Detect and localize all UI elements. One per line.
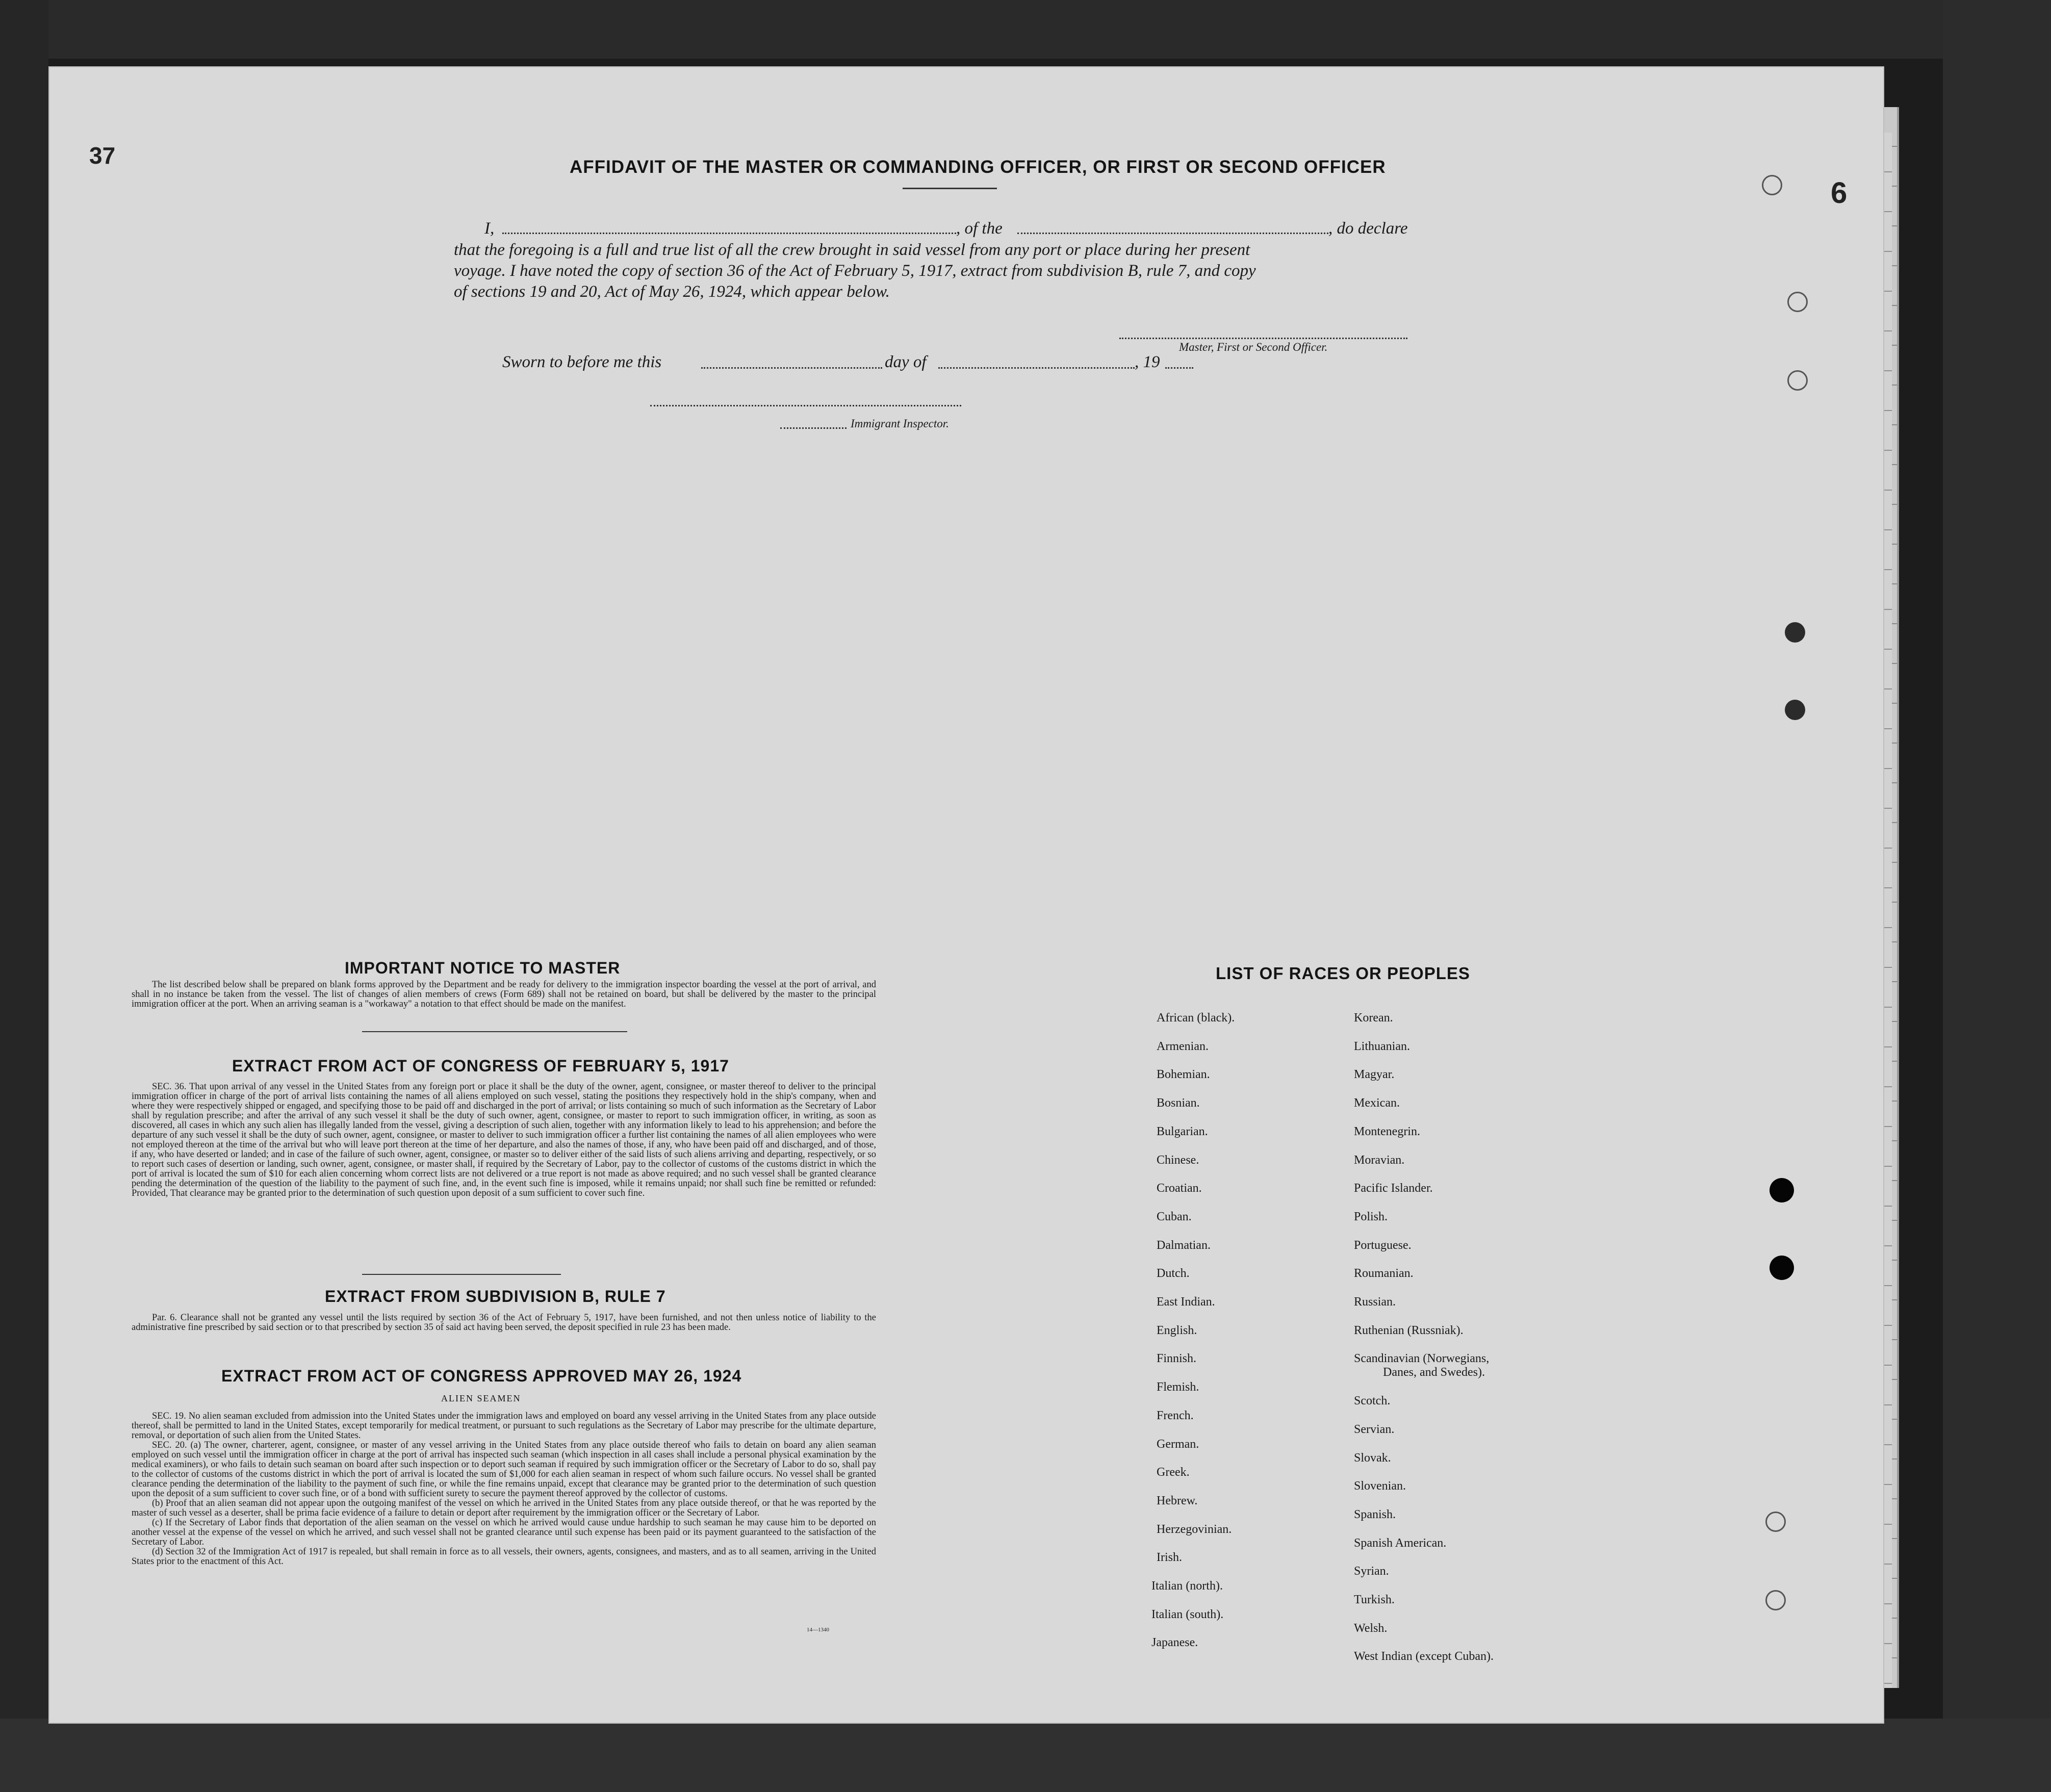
race-item: Mexican.	[1354, 1096, 1400, 1110]
race-item: German.	[1157, 1437, 1199, 1451]
form-number: 14—1340	[807, 1627, 829, 1633]
race-item: West Indian (except Cuban).	[1354, 1650, 1494, 1663]
race-item: Danes, and Swedes).	[1383, 1366, 1485, 1379]
race-item: English.	[1157, 1323, 1197, 1337]
binder-hole	[1770, 1256, 1794, 1280]
scan-border-top	[0, 0, 2051, 59]
race-item: Greek.	[1157, 1466, 1190, 1479]
year-blank	[1165, 367, 1193, 369]
binder-hole	[1787, 370, 1808, 391]
extract-1917-title: EXTRACT FROM ACT OF CONGRESS OF FEBRUARY 5, 1917	[232, 1057, 729, 1075]
section-20d-paragraph: (d) Section 32 of the Immigration Act of 1917 is repealed, but shall remain in force as to all vessels, their owners, agents, consignees, and masters, and as to all seamen, arriving in the United States prior to the enactment of this Act.	[132, 1547, 876, 1567]
race-item: Lithuanian.	[1354, 1039, 1410, 1053]
affidavit-line1-i: I,	[484, 219, 495, 238]
race-item: Italian (south).	[1151, 1607, 1224, 1621]
vessel-blank	[1017, 233, 1328, 234]
page-number: 6	[1831, 176, 1848, 210]
binder-hole	[1787, 292, 1808, 312]
race-item: Scotch.	[1354, 1394, 1391, 1408]
master-signature-blank	[1119, 338, 1407, 339]
month-blank	[938, 367, 1135, 369]
day-blank	[701, 367, 882, 369]
race-item: Russian.	[1354, 1295, 1396, 1309]
extract-1917-body	[132, 1082, 876, 1198]
affidavit-line4: of sections 19 and 20, Act of May 26, 1924, which appear below.	[454, 283, 890, 301]
master-caption: Master, First or Second Officer.	[1179, 341, 1328, 353]
race-item: Slovenian.	[1354, 1479, 1406, 1493]
extract-rule7-title: EXTRACT FROM SUBDIVISION B, RULE 7	[325, 1287, 666, 1305]
race-item: Croatian.	[1157, 1182, 1202, 1195]
race-item: Finnish.	[1157, 1352, 1197, 1366]
race-item: Pacific Islander.	[1354, 1182, 1433, 1195]
section-36-paragraph: SEC. 36. That upon arrival of any vessel in the United States from any foreign port or place it shall be the duty of the owner, agent, consignee, or master thereof to deliver to the principal immigration officer in charge of the port of arrival lists containing the names of all aliens employed on such vessel, stating the positions they respectively hold in the ship's company, when and where they were respectively shipped or engaged, and specifying those to be paid off and discharged in the port of arrival; or lists containing so much of such information as the Secretary of Labor shall by regulation prescribe; and after the arrival of any such vessel it shall be the duty of such owner, agent, consignee, or master to report to such immigration officer, in writing, as soon as discovered, all cases in which any such alien has illegally landed from the vessel, giving a description of such alien, together with any information likely to lead to his apprehension; and before the departure of any such vessel it shall be the duty of such owner, agent, consignee, or master to deliver to such immigration officer a further list containing the names of all alien employees who were not employed thereon at the time of the arrival but who will leave port thereon at the time of her departure, and also the names of those, if any, who have been paid off and discharged, and of those, if any, who have deserted or landed; and in case of the failure of such owner, agent, consignee, or master so to deliver either of the said lists of such aliens arriving and departing, respectively, or so to report such cases of desertion or landing, such owner, agent, consignee, or master shall, if required by the Secretary of Labor, pay to the collector of customs of the customs district in which the port of arrival is located the sum of $10 for each alien concerning whom correct lists are not delivered or a true report is not made as above required; and no such vessel shall be granted clearance pending the determination of the question of the liability to the payment of such fine, and, in the event such fine is imposed, while it remains unpaid; nor shall such fine be remitted or refunded: Provided, That clearance may be granted prior to the determination of such question upon deposit of a sum sufficient to cover such fine.	[132, 1082, 876, 1198]
section-20a-paragraph: SEC. 20. (a) The owner, charterer, agent, consignee, or master of any vessel arriving in the United States from any place outside thereof who fails to detain on board any alien seaman employed on such vessel until the immigration officer in charge at the port of arrival has inspected such seaman (which inspection in all cases shall include a personal physical examination by the medical examiners), or who fails to detain such seaman on board after such inspection or to deport such seaman if required by such immigration officer or the Secretary of Labor to do so, shall pay to the collector of customs of the customs district in which the port of arrival is located the sum of $1,000 for each alien seaman in respect of whom such failure occurs. No vessel shall be granted clearance pending the determination of the liability to the payment of such fine, or while the fine remains unpaid, except that clearance may be granted prior to the determination of such question upon the deposit of a sum sufficient to cover such fine, or of a bond with sufficient surety to secure the payment thereof approved by the collector of customs.	[132, 1440, 876, 1499]
extract-rule7-body	[132, 1313, 876, 1333]
affidavit-line3: voyage. I have noted the copy of section 36 of the Act of February 5, 1917, extract from subdivision B, rule 7, and copy	[454, 262, 1256, 280]
race-item: Moravian.	[1354, 1153, 1405, 1167]
binder-hole	[1762, 175, 1782, 195]
race-item: Magyar.	[1354, 1068, 1395, 1082]
affidavit-title: AFFIDAVIT OF THE MASTER OR COMMANDING OFFICER, OR FIRST OR SECOND OFFICER	[570, 157, 1386, 177]
race-item: Flemish.	[1157, 1380, 1199, 1394]
binder-hole	[1785, 700, 1805, 720]
race-item: African (black).	[1157, 1011, 1235, 1025]
affidavit-line1-declare: , do declare	[1328, 219, 1408, 238]
year-text: , 19	[1135, 353, 1160, 371]
race-item: Roumanian.	[1354, 1267, 1414, 1281]
race-item: Bosnian.	[1157, 1096, 1200, 1110]
corner-mark: 37	[89, 142, 116, 169]
scan-border-right	[1943, 0, 2051, 1792]
race-item: Herzegovinian.	[1157, 1522, 1232, 1536]
sworn-text: Sworn to before me this	[502, 353, 662, 371]
race-item: Italian (north).	[1151, 1579, 1223, 1593]
title-rule	[903, 188, 997, 189]
affidavit-line2: that the foregoing is a full and true list of all the crew brought in said vessel from any port or place during her present	[454, 241, 1250, 259]
binder-hole	[1785, 622, 1805, 643]
race-item: French.	[1157, 1409, 1194, 1422]
race-item: Servian.	[1354, 1422, 1395, 1436]
race-item: Hebrew.	[1157, 1494, 1198, 1507]
race-item: Scandinavian (Norwegians,	[1354, 1352, 1490, 1366]
notice-body	[132, 980, 876, 1009]
name-blank	[502, 233, 956, 234]
races-title: LIST OF RACES OR PEOPLES	[1216, 964, 1470, 983]
race-item: Turkish.	[1354, 1593, 1395, 1606]
race-item: Bulgarian.	[1157, 1124, 1208, 1138]
section-19-paragraph: SEC. 19. No alien seaman excluded from admission into the United States under the immigration laws and employed on board any vessel arriving in the United States from any place outside thereof, shall be permitted to land in the United States, except temporarily for medical treatment, or pursuant to such regulations as the Secretary of Labor may prescribe for the ultimate departure, removal, or deportation of such alien from the United States.	[132, 1411, 876, 1441]
alien-seamen-heading: ALIEN SEAMEN	[441, 1393, 521, 1403]
race-item: Korean.	[1354, 1011, 1393, 1025]
affidavit-line1-of: , of the	[956, 219, 1003, 238]
race-item: Dutch.	[1157, 1267, 1190, 1281]
binder-hole	[1765, 1512, 1786, 1532]
binder-hole	[1765, 1590, 1786, 1610]
section-20c-paragraph: (c) If the Secretary of Labor finds that deportation of the alien seaman on the vessel on which he arrived would cause undue hardship to such seaman he may cause him to be deported on another vessel at the expense of the vessel on which he arrived, and such vessel shall not be granted clearance until such expense has been paid or its payment guaranteed to the satisfaction of the Secretary of Labor.	[132, 1518, 876, 1547]
binder-hole	[1770, 1178, 1794, 1202]
scan-border-left	[0, 0, 48, 1792]
race-item: East Indian.	[1157, 1295, 1215, 1309]
race-item: Slovak.	[1354, 1451, 1391, 1465]
rule7-paragraph: Par. 6. Clearance shall not be granted any vessel until the lists required by section 36 of the Act of February 5, 1917, have been furnished, and not then unless notice of liability to the administrative fine prescribed by said section or to that prescribed by section 35 of said act having been served, the deposit specified in rule 23 has been made.	[132, 1313, 876, 1333]
race-item: Ruthenian (Russniak).	[1354, 1323, 1464, 1337]
race-item: Polish.	[1354, 1210, 1388, 1223]
race-item: Irish.	[1157, 1551, 1182, 1565]
inspector-caption-dots	[780, 427, 847, 429]
race-item: Cuban.	[1157, 1210, 1192, 1223]
notice-paragraph: The list described below shall be prepared on blank forms approved by the Department and be ready for delivery to the immigration inspector boarding the vessel at the port of arrival, and shall in no instance be taken from the vessel. The list of changes of alien members of crews (Form 689) shall not be retained on board, but shall be delivered by the master to the principal immigration officer at the port. When an arriving seaman is a "workaway" a notation to that effect should be made on the manifest.	[132, 980, 876, 1009]
race-item: Montenegrin.	[1354, 1124, 1420, 1138]
race-item: Bohemian.	[1157, 1068, 1210, 1082]
inspector-signature-blank	[650, 405, 961, 406]
race-item: Portuguese.	[1354, 1238, 1412, 1252]
notice-title: IMPORTANT NOTICE TO MASTER	[345, 959, 621, 977]
extract-1924-body	[132, 1412, 876, 1567]
race-item: Chinese.	[1157, 1153, 1199, 1167]
section-rule	[362, 1274, 561, 1275]
race-item: Japanese.	[1151, 1636, 1198, 1650]
race-item: Spanish.	[1354, 1507, 1396, 1521]
day-of-text: day of	[885, 353, 927, 371]
race-item: Spanish American.	[1354, 1536, 1447, 1550]
race-item: Armenian.	[1157, 1039, 1209, 1053]
extract-1924-title: EXTRACT FROM ACT OF CONGRESS APPROVED MAY 26, 1924	[221, 1367, 742, 1385]
section-rule	[362, 1031, 627, 1032]
race-item: Syrian.	[1354, 1565, 1389, 1578]
inspector-caption: Immigrant Inspector.	[851, 417, 949, 430]
race-item: Welsh.	[1354, 1621, 1388, 1635]
section-20b-paragraph: (b) Proof that an alien seaman did not appear upon the outgoing manifest of the vessel on which he arrived in the United States from any place outside thereof, or that he was reported by the master of such vessel as a deserter, shall be prima facie evidence of a failure to detain or deport after requirement by the immigration officer or the Secretary of Labor.	[132, 1498, 876, 1518]
race-item: Dalmatian.	[1157, 1238, 1211, 1252]
scan-border-bottom	[0, 1719, 2051, 1792]
